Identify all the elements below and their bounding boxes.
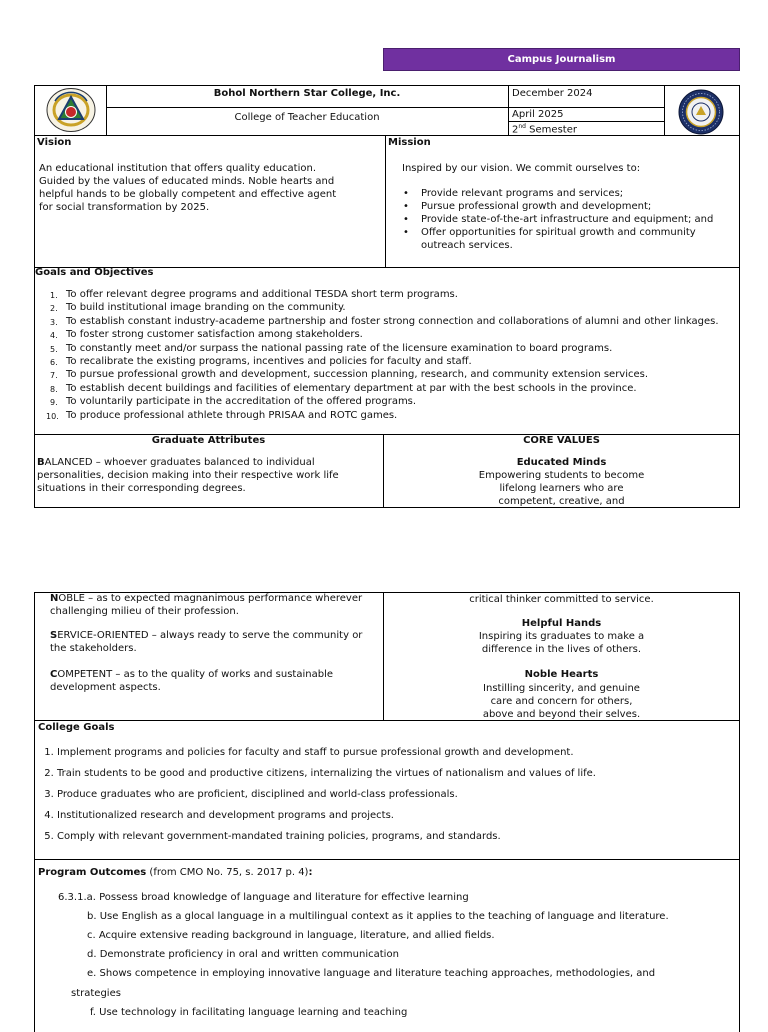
core-value-noble-line: care and concern for others, [490, 696, 633, 707]
vision-line-1: An educational institution that offers quality education. [39, 163, 317, 174]
vision-line-2: Guided by the values of educated minds. Noble hearts and [39, 176, 335, 187]
vision-heading: Vision [37, 137, 72, 148]
core-value-noble-title: Noble Hearts [524, 669, 599, 680]
banner-label: Campus Journalism [507, 54, 616, 65]
college-goal-item: 5. Comply with relevant government-mandated training policies, programs, and standards. [57, 826, 737, 847]
attribute-competent: COMPETENT – as to the quality of works and sustainable development aspects. [50, 669, 334, 693]
core-value-noble-line: above and beyond their selves. [482, 709, 641, 720]
attribute-balanced: BALANCED – whoever graduates balanced to individual personalities, decision making into their respective work life situations in their corresponding degrees. [37, 457, 339, 494]
college-seal-logo [44, 87, 98, 133]
department-name: College of Teacher Education [234, 112, 380, 123]
core-value-educated-title: Educated Minds [516, 457, 607, 468]
institution-name: Bohol Northern Star College, Inc. [213, 88, 401, 99]
program-outcome-item: b. Use English as a glocal language in a multilingual context as it applies to the teaching of language and literature. [87, 911, 669, 922]
goal-item: 8. To establish decent buildings and facilities of elementary department at par with the best schools in the province. [50, 382, 637, 394]
mission-heading: Mission [388, 137, 431, 148]
vision-line-4: for social transformation by 2025. [39, 202, 210, 213]
mission-list [402, 187, 732, 252]
revision-date: April 2025 [512, 109, 564, 120]
college-goal-item: 2. Train students to be good and productive citizens, internalizing the virtues of nationalism and values of life. [57, 763, 737, 784]
core-value-helpful-line: Inspiring its graduates to make a [478, 631, 645, 642]
core-value-educated-line: critical thinker committed to service. [469, 594, 654, 605]
college-goal-item: 3. Produce graduates who are proficient, disciplined and world-class professionals. [57, 784, 737, 805]
core-value-noble-line: Instilling sincerity, and genuine [483, 683, 640, 694]
program-outcome-item: c. Acquire extensive reading background in language, literature, and allied fields. [87, 930, 495, 941]
program-outcome-item: f. Use technology in facilitating language learning and teaching [90, 1007, 408, 1018]
college-goal-item: 1. Implement programs and policies for faculty and staff to pursue professional growth and development. [57, 742, 737, 763]
mission-item: • Offer opportunities for spiritual growth and community outreach services. [402, 226, 732, 252]
goal-item: 5. To constantly meet and/or surpass the national passing rate of the licensure examination to board programs. [50, 342, 613, 354]
program-outcome-item: 6.3.1.a. Possess broad knowledge of language and literature for effective learning [58, 892, 469, 903]
core-value-educated-line: competent, creative, and [498, 496, 625, 507]
semester-label: 2nd Semester [512, 123, 577, 136]
mission-item: • Provide state-of-the-art infrastructure and equipment; and [402, 213, 732, 226]
core-value-helpful-line: difference in the lives of others. [481, 644, 642, 655]
mission-item: • Provide relevant programs and services; [402, 187, 732, 200]
program-outcome-item: d. Demonstrate proficiency in oral and written communication [87, 949, 399, 960]
goal-item: 2. To build institutional image branding on the community. [50, 302, 346, 314]
core-value-educated-line: Empowering students to become [478, 470, 645, 481]
core-value-educated-line: lifelong learners who are [499, 483, 624, 494]
program-outcome-item: strategies [71, 988, 121, 999]
goal-item: 7. To pursue professional growth and development, succession planning, research, and community extension services. [50, 369, 649, 381]
goal-item: 3. To establish constant industry-academe partnership and foster strong connection and collaborations of alumni and other linkages. [50, 315, 719, 327]
goal-item: 9. To voluntarily participate in the accreditation of the offered programs. [50, 396, 417, 408]
core-values-heading: CORE VALUES [523, 435, 600, 446]
mission-intro: Inspired by our vision. We commit ourselves to: [402, 163, 641, 174]
core-value-helpful-title: Helpful Hands [521, 618, 602, 629]
program-outcome-item: e. Shows competence in employing innovative language and literature teaching approaches, methodologies, and [87, 968, 656, 979]
goals-heading: Goals and Objectives [35, 267, 154, 278]
attribute-service: SERVICE-ORIENTED – always ready to serve the community or the stakeholders. [50, 630, 363, 654]
graduate-attributes-heading: Graduate Attributes [151, 435, 266, 446]
department-seal-logo [676, 89, 726, 135]
program-outcomes-heading: Program Outcomes (from CMO No. 75, s. 2017 p. 4): [38, 867, 313, 878]
college-goals-heading: College Goals [38, 722, 115, 733]
goal-item: 6. To recalibrate the existing programs, incentives and policies for faculty and staff. [50, 356, 472, 368]
college-goal-item: 4. Institutionalized research and development programs and projects. [57, 805, 737, 826]
goal-item: 1. To offer relevant degree programs and additional TESDA short term programs. [50, 289, 458, 300]
attribute-noble: NOBLE – as to expected magnanimous performance wherever challenging milieu of their profession. [50, 593, 363, 617]
goal-item: 4. To foster strong customer satisfaction among stakeholders. [50, 329, 363, 341]
mission-item: • Pursue professional growth and development; [402, 200, 732, 213]
issue-date: December 2024 [512, 88, 593, 99]
campus-journalism-banner [383, 48, 740, 71]
goals-list [34, 288, 738, 422]
college-goals-list [34, 742, 737, 847]
goal-item: 10. To produce professional athlete through PRISAA and ROTC games. [46, 409, 398, 421]
vision-line-3: helpful hands to be globally competent and effective agent [39, 189, 337, 200]
